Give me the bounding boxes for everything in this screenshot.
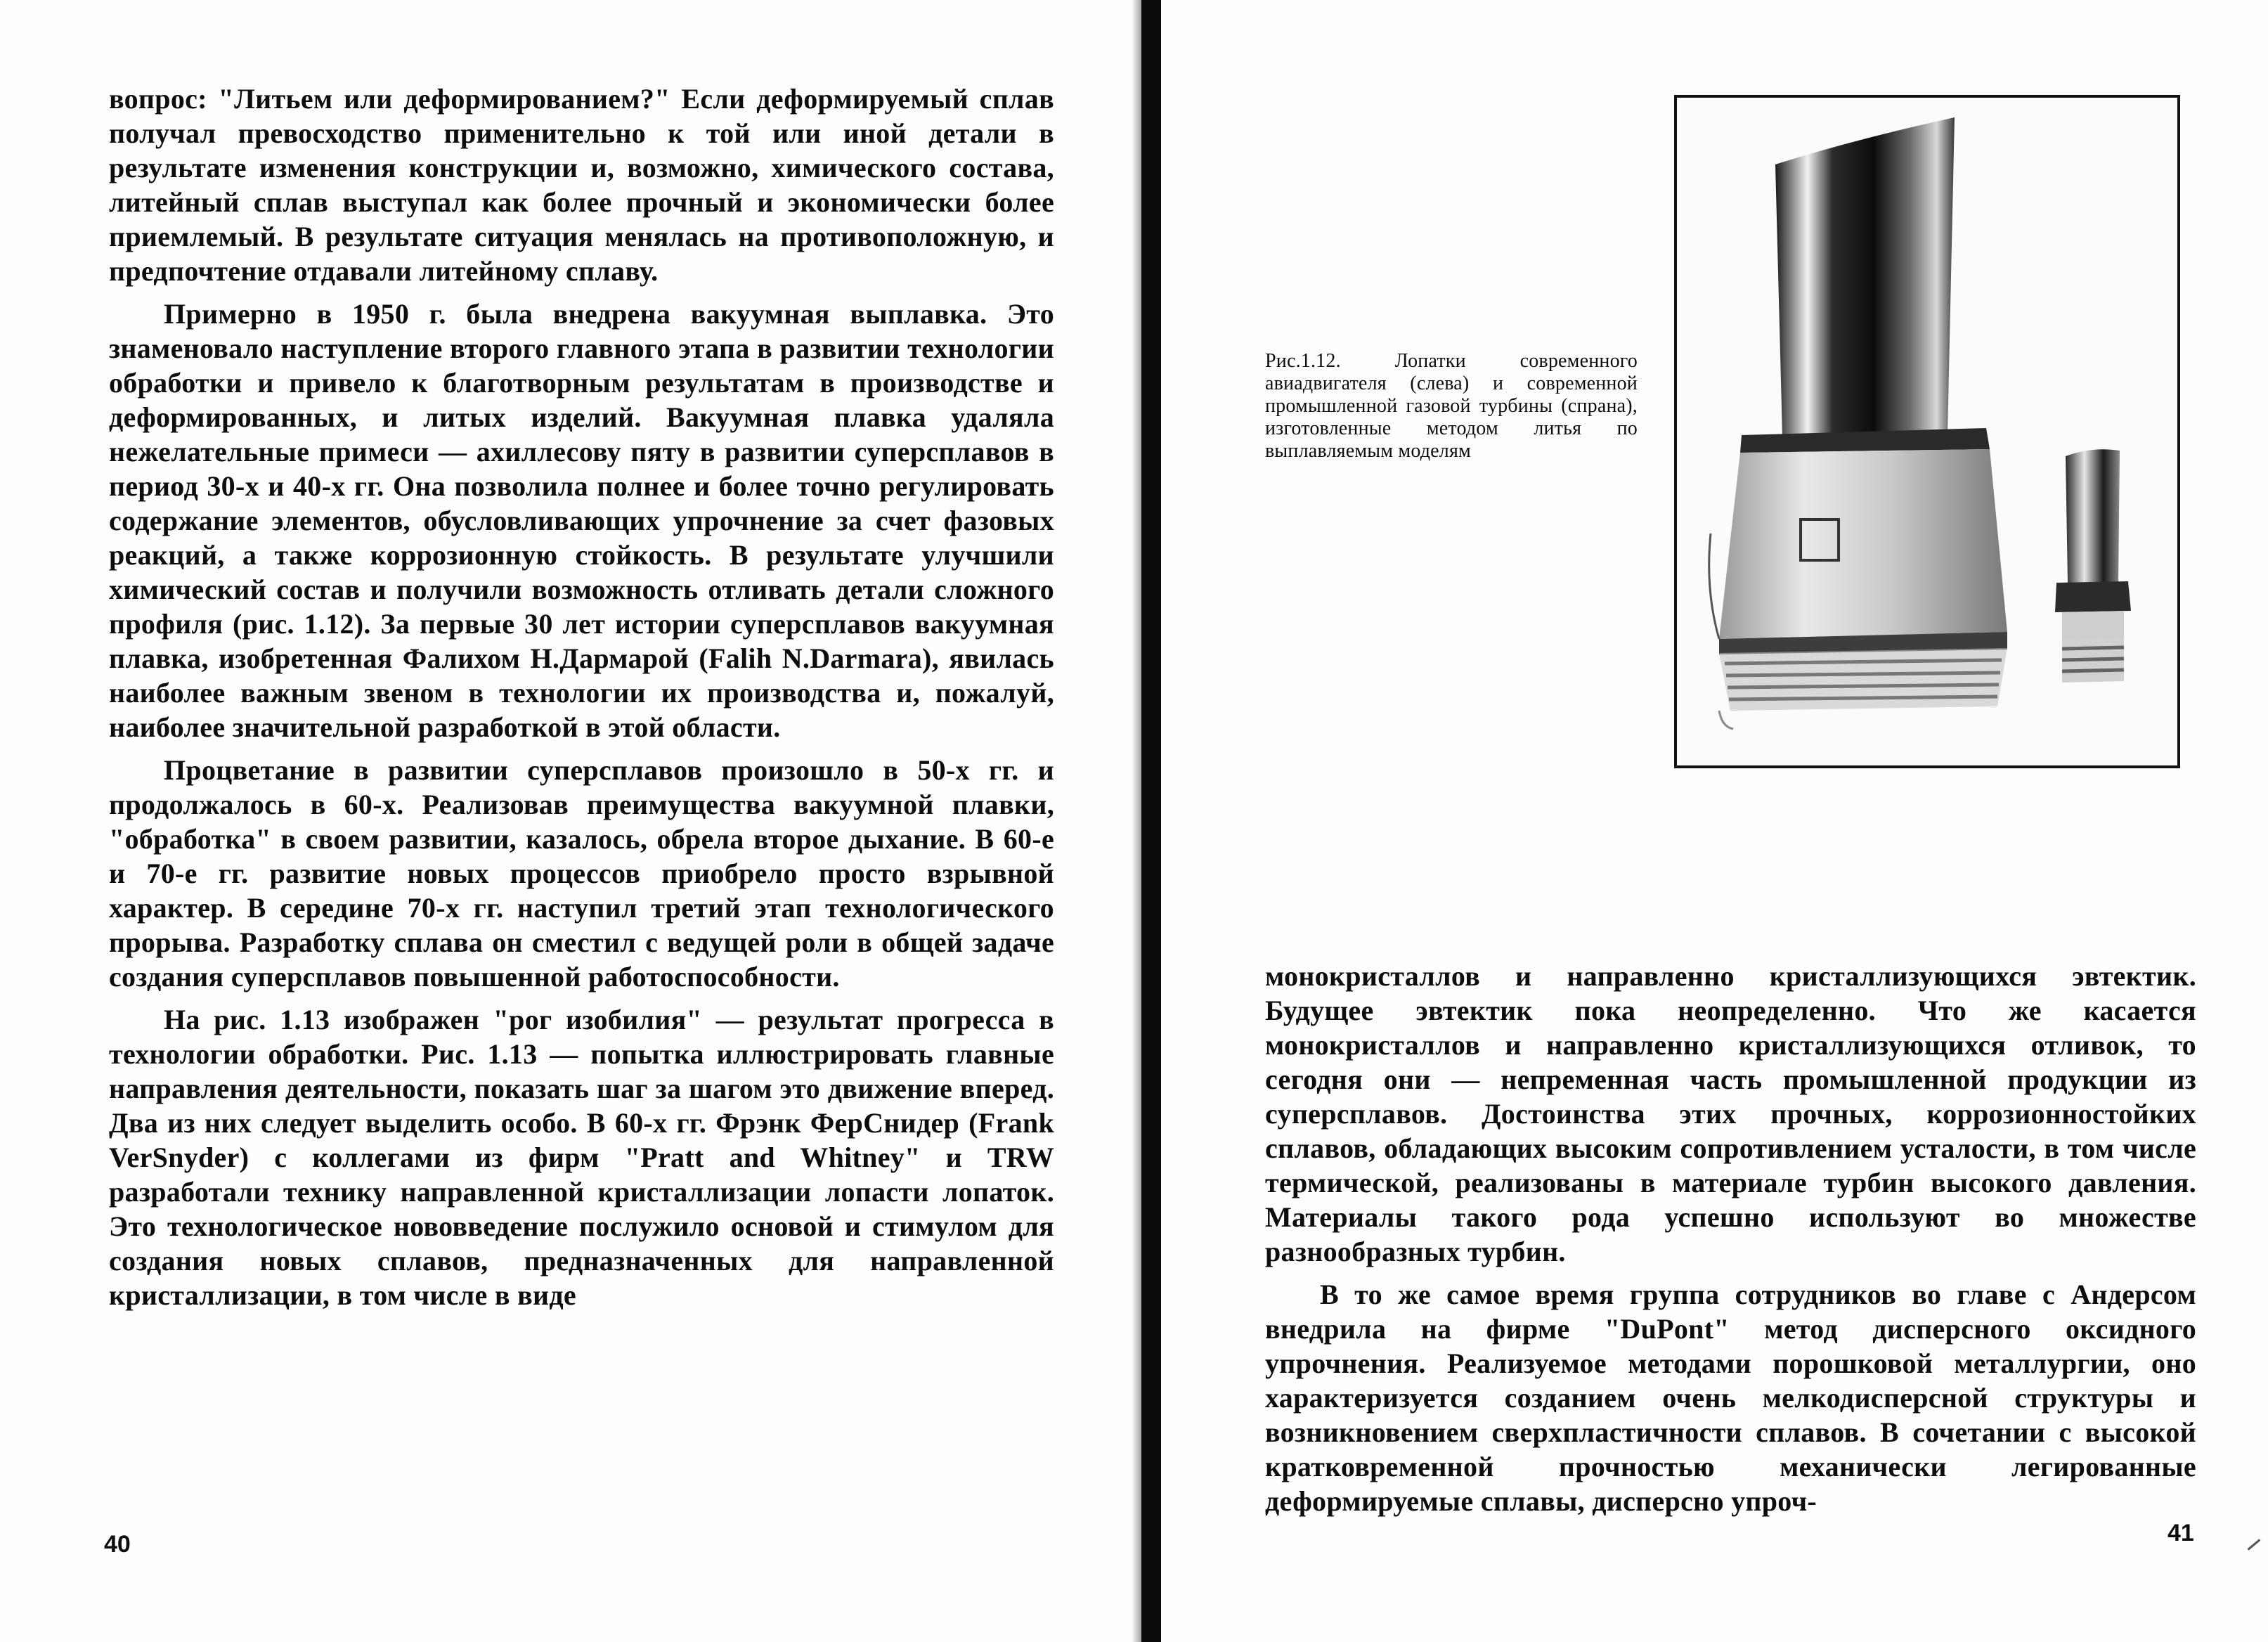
left-paragraph-1: вопрос: "Литьем или деформированием?" Если деформируемый сплав получал превосходство применительно к той или иной детали в результате изменения конструкции и, возможно, химического состава, литейный сплав выступал как более прочный и экономически более приемлемый. В результате ситуация менялась на противоположную, и предпочтение отдавали литейному сплаву.: [109, 83, 1054, 287]
right-page-body: [1265, 959, 2196, 1518]
left-paragraph-3: Процветание в развитии суперсплавов произошло в 50-х гг. и продолжалось в 60-х. Реализовав преимущества вакуумной плавки, "обработка" в своем развитии, казалось, обрела второе дыхание. В 60-е и 70-е гг. развитие новых процессов приобрело просто взрывной характер. В середине 70-х гг. наступил третий этап технологического прорыва. Разработку сплава он сместил с ведущей роли в общей задаче создания суперсплавов повышенной работоспособности.: [109, 754, 1054, 993]
right-paragraph-1: монокристаллов и направленно кристаллизующихся эвтектик. Будущее эвтектик пока неопределенно. Что же касается монокристаллов и направленно кристаллизующихся отливок, то сегодня они — непременная часть промышленной продукции из суперсплавов. Достоинства этих прочных, коррозионностойких сплавов, обладающих высоким сопротивлением усталости, в том числе термической, реализованы в материале турбин высокого давления. Материалы такого рода успешно используют во множестве разнообразных турбин.: [1265, 960, 2196, 1267]
left-page-body: [109, 82, 1054, 1312]
figure-turbine-blades: [1674, 95, 2180, 768]
turbine-blades-photo: [1677, 98, 2177, 765]
large-blade: [1709, 117, 2007, 729]
spine-shadow: [1132, 0, 1141, 1642]
book-spine: [1141, 0, 1161, 1642]
right-page-number: 41: [2167, 1520, 2194, 1546]
left-page-number: 40: [104, 1531, 131, 1558]
figure-caption: Рис.1.12. Лопатки современного авиадвигателя (слева) и современной промышленной газовой турбины (спрана), изготовленные методом литья по выплавляемым моделям: [1265, 350, 1638, 462]
left-paragraph-2: Примерно в 1950 г. была внедрена вакуумная выплавка. Это знаменовало наступление второго главного этапа в развитии технологии обработки и привело к благотворным результатам в производстве и деформированных, и литых изделий. Вакуумная плавка удаляла нежелательные примеси — ахиллесову пяту в развитии суперсплавов в период 30-х и 40-х гг. Она позволила полнее и более точно регулировать содержание элементов, обусловливающих упрочнение за счет фазовых реакций, а также коррозионную стойкость. В результате улучшили химический состав и получили возможность отливать детали сложного профиля (рис. 1.12). За первые 30 лет истории суперсплавов вакуумная плавка, изобретенная Фалихом Н.Дармарой (Falih N.Darmara), явилась наиболее важным звеном в технологии их производства и, пожалуй, наиболее значительной разработкой в этой области.: [109, 298, 1054, 743]
small-blade: [2055, 449, 2131, 683]
left-page: [0, 0, 1132, 1642]
right-paragraph-2: В то же самое время группа сотрудников во главе с Андерсом внедрила на фирме "DuPont" метод дисперсного оксидного упрочнения. Реализуемое методами порошковой металлургии, оно характеризуется созданием очень мелкодисперсной структуры и возникновением сверхпластичности сплавов. В сочетании с высокой кратковременной прочностью механически легированные деформируемые сплавы, дисперсно упроч-: [1265, 1279, 2196, 1517]
left-paragraph-4: На рис. 1.13 изображен "рог изобилия" — результат прогресса в технологии обработки. Рис. 1.13 — попытка иллюстрировать главные направления деятельности, показать шаг за шагом это движение вперед. Два из них следует выделить особо. В 60-х гг. Фрэнк ФерСнидер (Frank VerSnyder) с коллегами из фирм "Pratt and Whitney" и TRW разработали технику направленной кристаллизации лопасти лопаток. Это технологическое нововведение послужило основой и стимулом для создания новых сплавов, предназначенных для направленной кристаллизации, в том числе в виде: [109, 1004, 1054, 1311]
